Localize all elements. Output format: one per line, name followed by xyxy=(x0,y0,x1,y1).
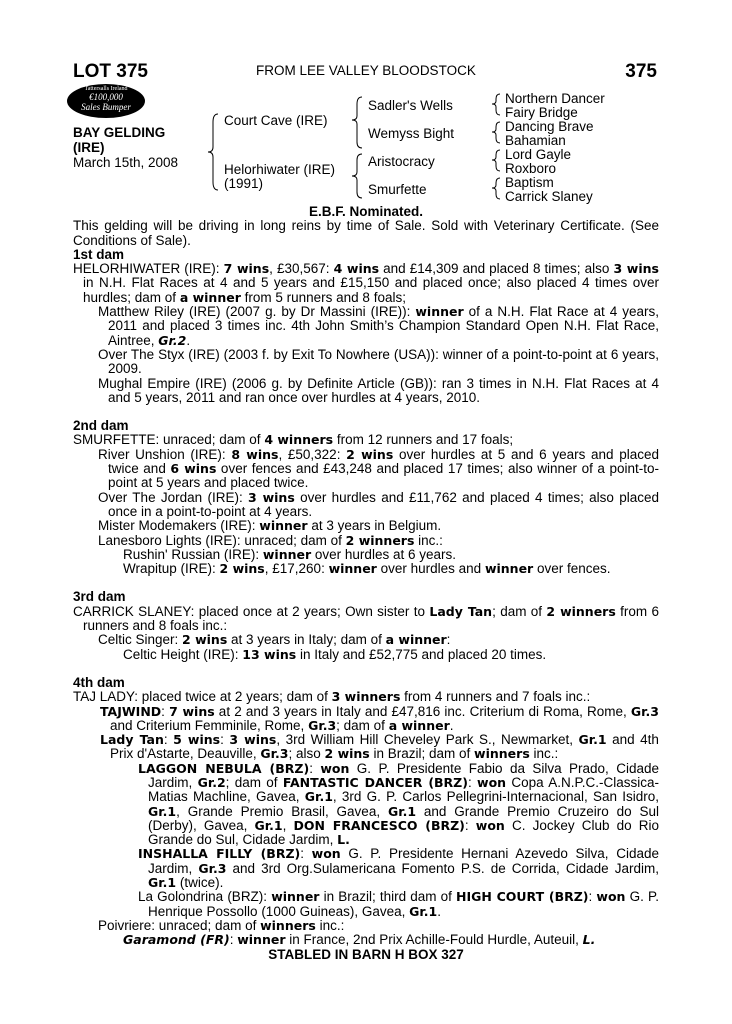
sd-dam: Bahamian xyxy=(505,133,566,148)
dd-sire: Baptism xyxy=(505,175,554,190)
offspring-poivriere: Poivriere: unraced; dam of winners inc.: xyxy=(98,917,345,933)
offspring-mister-modemakers: Mister Modemakers (IRE): winner at 3 years in Belgium. xyxy=(98,518,442,534)
vendor-line: FROM LEE VALLEY BLOODSTOCK xyxy=(256,63,476,78)
badge-amount: €100,000 xyxy=(89,92,123,102)
offspring-river-unshion: River Unshion (IRE): 8 wins, £50,322: 2 wins over hurdles at 5 and 6 years and placed twice and 6 wins over fences and £43,248 and placed 17 times; also winner of a point-to-point at 5 years and placed twice. xyxy=(98,446,659,491)
ebf-note: E.B.F. Nominated. xyxy=(308,204,423,219)
dam3-heading: 3rd dam xyxy=(73,589,126,605)
dam: Helorhiwater (IRE) xyxy=(224,162,336,177)
dam3-record: CARRICK SLANEY: placed once at 2 years; Own sister to Lady Tan; dam of 2 winners from 6 runners and 8 foals inc.: xyxy=(73,603,660,634)
dam4-record: TAJ LADY: placed twice at 2 years; dam of 3 winners from 4 runners and 7 foals inc.: xyxy=(73,689,591,705)
dd-dam: Carrick Slaney xyxy=(505,189,593,204)
dam1-record: HELORHIWATER (IRE): 7 wins, £30,567: 4 wins and £14,309 and placed 8 times; also 3 wins in N.H. Flat Races at 4 and 5 years and £15,150 and placed once; also placed 4 times over hurdles; dam of a winner from 5 runners and 8 foals; xyxy=(73,261,659,305)
lot-country: (IRE) xyxy=(73,140,105,155)
offspring-over-the-jordan: Over The Jordan (IRE): 3 wins over hurdles and £11,762 and placed 4 times; also placed once in a point-to-point at 4 years. xyxy=(98,489,659,519)
lot-sex: BAY GELDING xyxy=(73,125,166,140)
offspring-lanesboro-lights: Lanesboro Lights (IRE): unraced; dam of 2 winners inc.: xyxy=(98,532,443,548)
offspring-rushin-russian: Rushin' Russian (IRE): winner over hurdles at 6 years. xyxy=(123,546,456,562)
badge-race: Sales Bumper xyxy=(81,102,131,112)
catalogue-body xyxy=(73,204,660,962)
foaling-date: March 15th, 2008 xyxy=(73,155,179,170)
dam4-heading: 4th dam xyxy=(73,674,125,690)
dam-dam: Smurfette xyxy=(368,182,427,197)
sire-sire: Sadler's Wells xyxy=(368,98,453,113)
offspring-matthew-riley: Matthew Riley (IRE) (2007 g. by Dr Massini (IRE)): winner of a N.H. Flat Race at 4 years, 2011 and placed 3 times inc. 4th John Smith’s Champion Standard Open N.H. Flat Race, Aintree, Gr.2. xyxy=(98,304,659,348)
intro-text: This gelding will be driving in long reins by time of Sale. Sold with Veterinary Certificate. (See Conditions of Sale). xyxy=(73,218,659,248)
offspring-wrapitup: Wrapitup (IRE): 2 wins, £17,260: winner over hurdles and winner over fences. xyxy=(123,561,611,577)
offspring-lady-tan: Lady Tan: 5 wins: 3 wins, 3rd William Hill Cheveley Park S., Newmarket, Gr.1 and 4th Prix d'Astarte, Deauville, Gr.3; also 2 wins in Brazil; dam of winners inc.: xyxy=(100,732,659,762)
offspring-inshalla-filly: INSHALLA FILLY (BRZ): won G. P. Presidente Hernani Azevedo Silva, Cidade Jardim, Gr.3 and 3rd Org.Sulamericana Fomento P.S. de Corrida, Cidade Jardim, Gr.1 (twice). xyxy=(138,846,659,891)
dam2-record: SMURFETTE: unraced; dam of 4 winners from 12 runners and 17 foals; xyxy=(73,432,514,448)
offspring-tajwind: TAJWIND: 7 wins at 2 and 3 years in Italy and £47,816 inc. Criterium di Roma, Rome, Gr.3 and Criterium Femminile, Rome, Gr.3; dam of a winner. xyxy=(100,703,659,733)
stabling-note: STABLED IN BARN H BOX 327 xyxy=(268,946,464,962)
badge-org: Tattersalls Ireland xyxy=(84,86,128,92)
lot-description xyxy=(73,125,178,170)
lot-number-title: LOT 375 xyxy=(73,61,148,82)
dam2-heading: 2nd dam xyxy=(73,418,129,434)
sire-dam: Wemyss Bight xyxy=(368,126,455,141)
pedigree-brace-mid xyxy=(350,92,366,204)
offspring-garamond: Garamond (FR): winner in France, 2nd Prix Achille-Fould Hurdle, Auteuil, L. xyxy=(123,932,596,948)
dam-year: (1991) xyxy=(224,176,264,191)
sd-sire: Dancing Brave xyxy=(505,119,594,134)
dam1-heading: 1st dam xyxy=(73,246,125,262)
offspring-laggon-nebula: LAGGON NEBULA (BRZ): won G. P. Presidente Fabio da Silva Prado, Cidade Jardim, Gr.2; dam of FANTASTIC DANCER (BRZ): won Copa A.N.P.C.-Classica-Matias Machline, Gavea, Gr.1, 3rd G. P. Carlos Pellegrini-Internacional, San Isidro, Gr.1, Grande Premio Brasil, Gavea, Gr.1 and Grande Premio Cruzeiro do Sul (Derby), Gavea, Gr.1, DON FRANCESCO (BRZ): won C. Jockey Club do Rio Grande do Sul, Cidade Jardim, L. xyxy=(138,760,660,848)
offspring-la-golondrina: La Golondrina (BRZ): winner in Brazil; third dam of HIGH COURT (BRZ): won G. P. Henrique Possollo (1000 Guineas), Gavea, Gr.1. xyxy=(138,889,659,919)
pedigree-brace-left xyxy=(206,102,226,197)
ds-sire: Lord Gayle xyxy=(505,147,572,162)
ds-dam: Roxboro xyxy=(505,161,557,176)
sales-bumper-badge xyxy=(67,84,145,118)
offspring-celtic-height: Celtic Height (IRE): 13 wins in Italy and £52,775 and placed 20 times. xyxy=(123,646,547,662)
offspring-mughal-empire: Mughal Empire (IRE) (2006 g. by Definite Article (GB)): ran 3 times in N.H. Flat Races at 4 and 5 years, 2011 and ran once over hurdles at 4 years, 2010. xyxy=(98,375,659,405)
page-number: 375 xyxy=(625,61,657,82)
ss-sire: Northern Dancer xyxy=(505,91,605,106)
dam-sire: Aristocracy xyxy=(368,154,435,169)
pedigree-brace-right xyxy=(490,90,504,208)
sire: Court Cave (IRE) xyxy=(224,113,328,128)
offspring-celtic-singer: Celtic Singer: 2 wins at 3 years in Italy; dam of a winner: xyxy=(98,632,451,648)
ss-dam: Fairy Bridge xyxy=(505,105,578,120)
offspring-over-the-styx: Over The Styx (IRE) (2003 f. by Exit To Nowhere (USA)): winner of a point-to-point at 6 years, 2009. xyxy=(98,346,659,377)
